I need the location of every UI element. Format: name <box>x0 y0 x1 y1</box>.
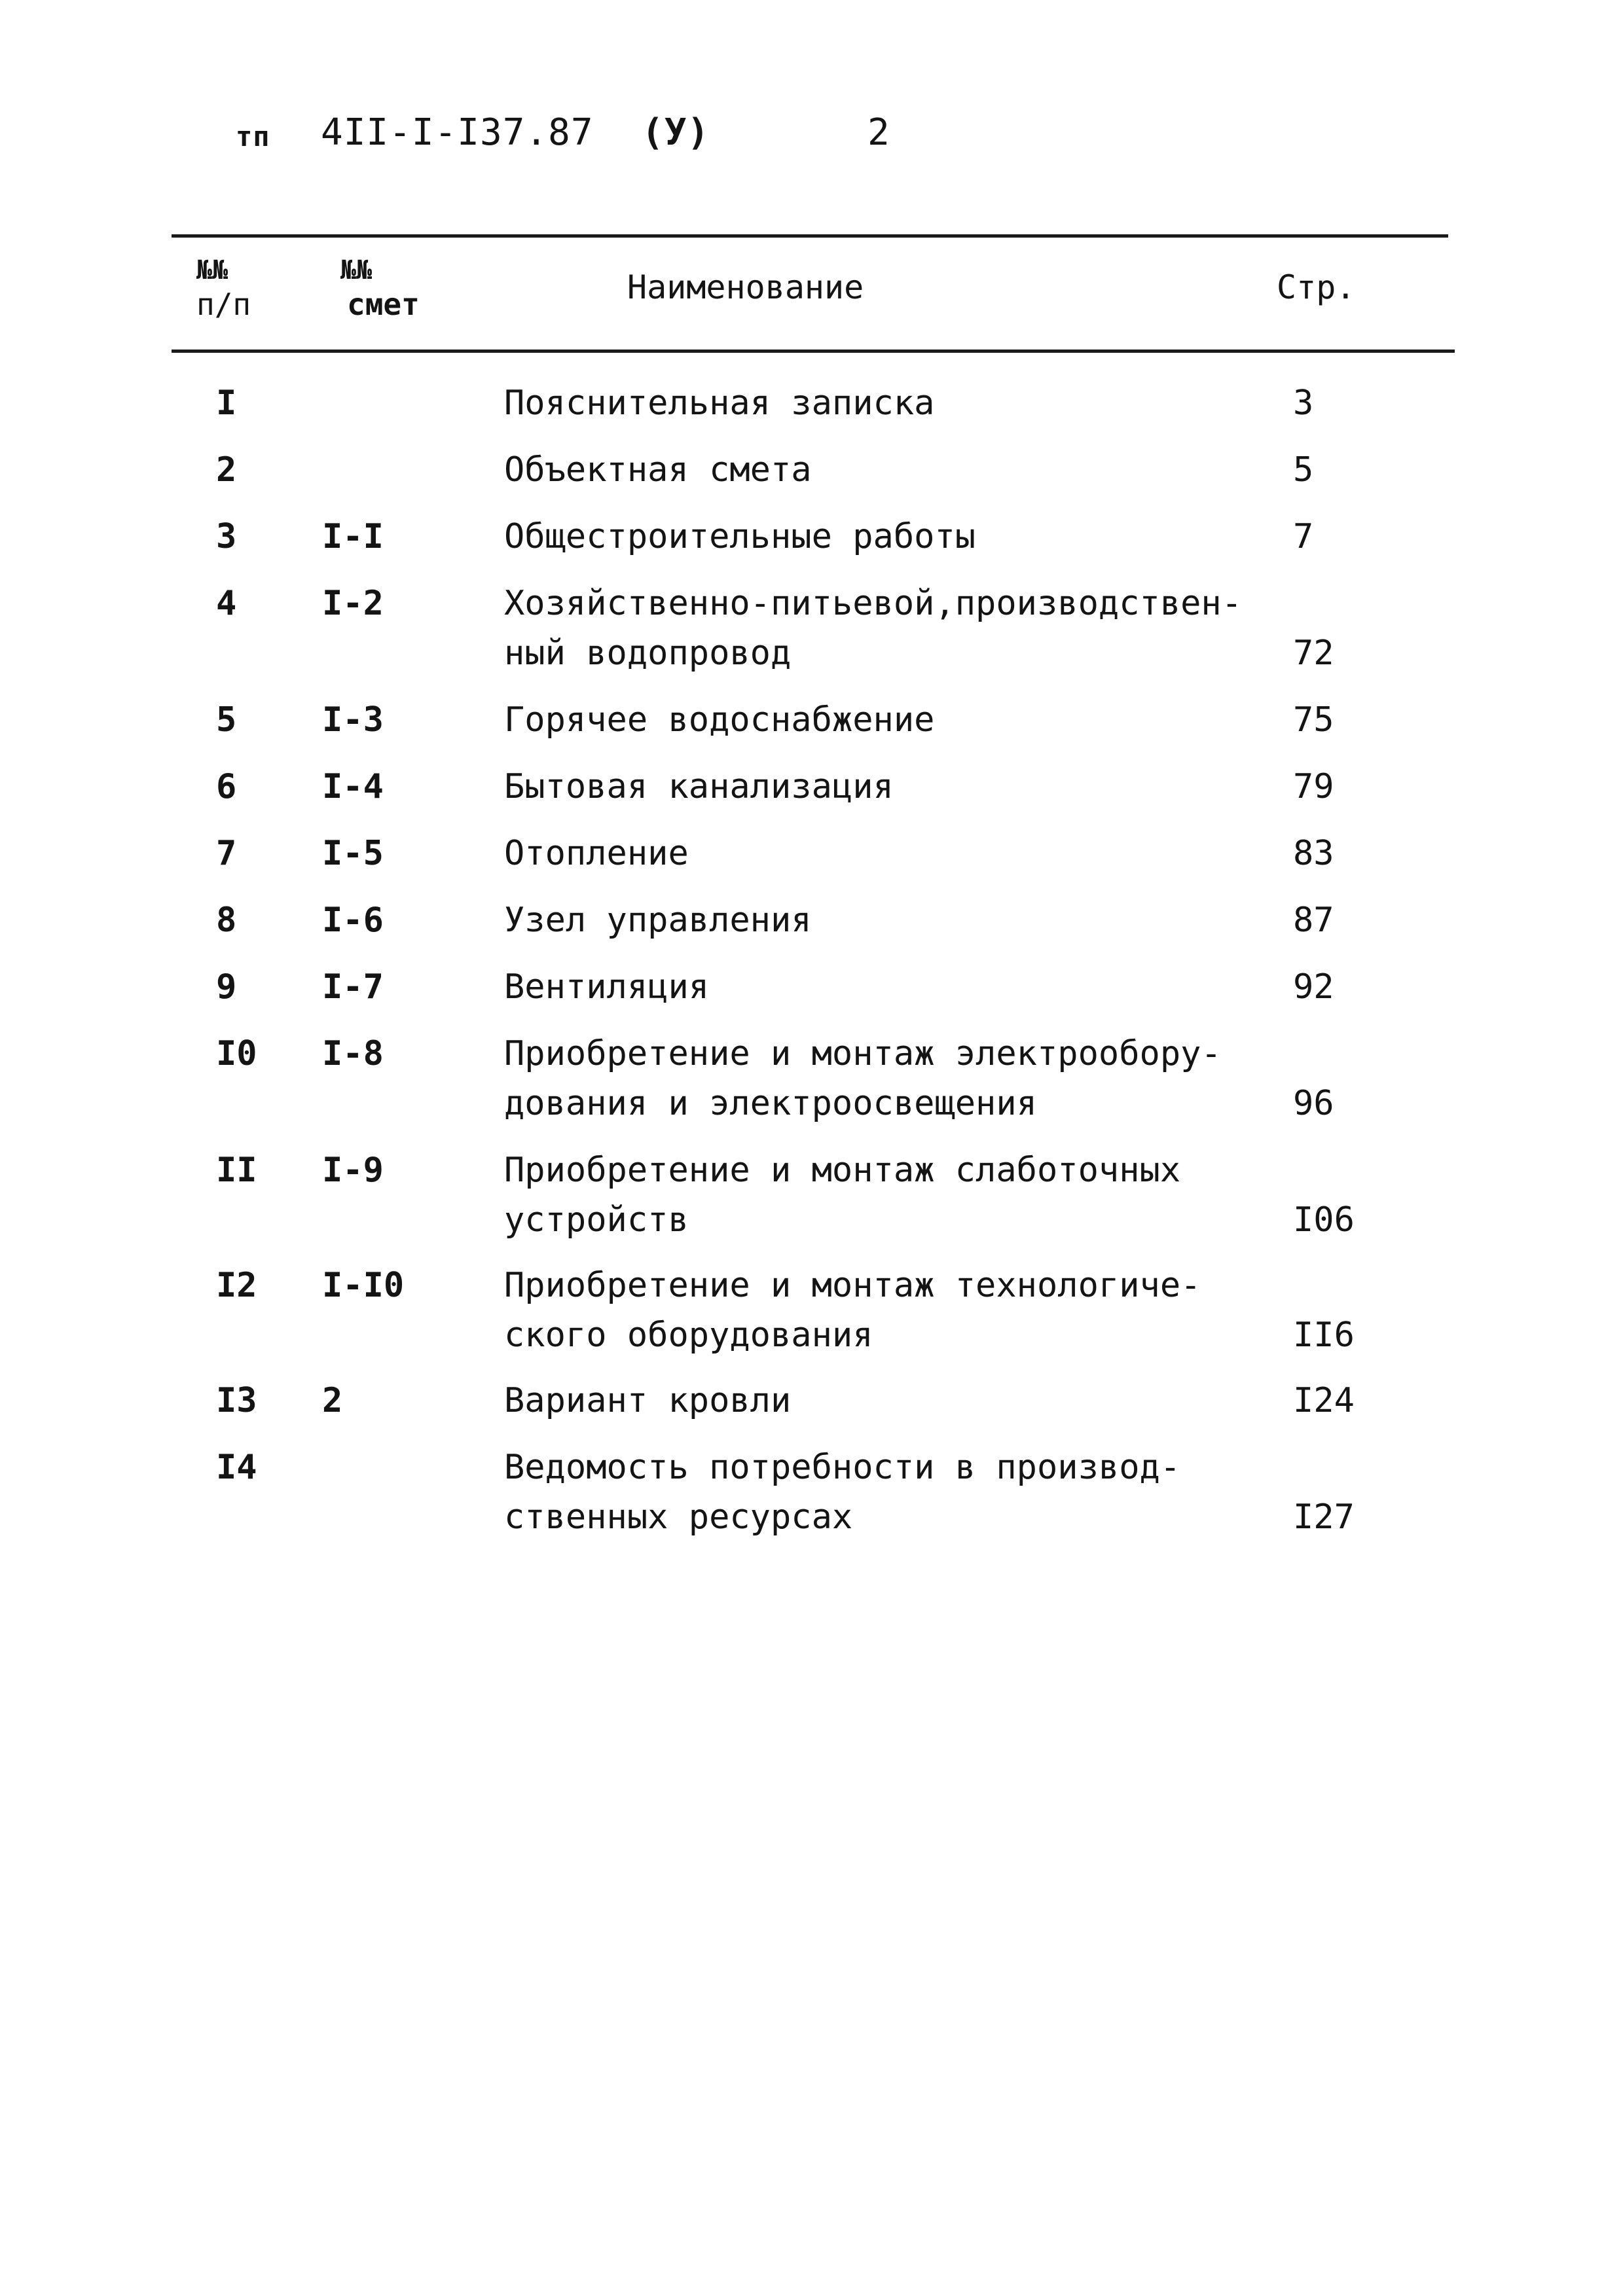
row-number: I4 <box>216 1448 257 1487</box>
row-number: 5 <box>216 700 237 740</box>
row-page: 79 <box>1293 767 1334 806</box>
row-page: 72 <box>1293 634 1334 673</box>
row-number: 7 <box>216 834 237 873</box>
row-estimate: 2 <box>322 1381 343 1420</box>
row-estimate: I-8 <box>322 1034 384 1073</box>
row-name: Узел управления <box>504 901 812 940</box>
row-estimate: I-6 <box>322 901 384 940</box>
row-page: 75 <box>1293 700 1334 740</box>
row-estimate: I-2 <box>322 584 384 623</box>
document-code: 4II-I-I37.87 <box>321 111 594 154</box>
row-number: 2 <box>216 450 237 490</box>
row-page: 3 <box>1293 384 1314 423</box>
page-number: 2 <box>867 111 890 154</box>
row-number: I2 <box>216 1266 257 1305</box>
row-name: Приобретение и монтаж электрообору-дования и электроосвещения <box>504 1034 1222 1123</box>
column-number-label: п/п <box>196 287 251 322</box>
row-name: Ведомость потребности в производ-ственных ресурсах <box>504 1448 1181 1537</box>
row-name: Вентиляция <box>504 967 710 1007</box>
column-name-header: Наименование <box>627 268 864 306</box>
row-name: Общестроительные работы <box>504 517 976 556</box>
row-number: I <box>216 384 237 423</box>
row-page: 83 <box>1293 834 1334 873</box>
row-number: 3 <box>216 517 237 556</box>
row-name: Вариант кровли <box>504 1381 792 1420</box>
row-estimate: I-4 <box>322 767 384 806</box>
document-variant: (У) <box>642 111 710 154</box>
row-page: 7 <box>1293 517 1314 556</box>
row-page: 87 <box>1293 901 1334 940</box>
column-page-header: Стр. <box>1277 268 1356 306</box>
table-header-rule <box>172 350 1455 353</box>
column-estimate-symbol: №№ <box>340 255 373 285</box>
column-number-symbol: №№ <box>196 255 228 285</box>
row-number: I3 <box>216 1381 257 1420</box>
row-name: Хозяйственно-питьевой,производствен-ный водопровод <box>504 584 1243 673</box>
row-number: II <box>216 1151 257 1190</box>
row-page: II6 <box>1293 1316 1355 1355</box>
row-name: Отопление <box>504 834 689 873</box>
row-number: 4 <box>216 584 237 623</box>
row-page: I06 <box>1293 1200 1355 1240</box>
row-page: 5 <box>1293 450 1314 490</box>
row-number: 9 <box>216 967 237 1007</box>
header-prefix: тп <box>236 120 270 152</box>
row-estimate: I-I0 <box>322 1266 405 1305</box>
row-estimate: I-9 <box>322 1151 384 1190</box>
row-page: I27 <box>1293 1498 1355 1537</box>
row-name: Пояснительная записка <box>504 384 935 423</box>
row-page: 92 <box>1293 967 1334 1007</box>
row-estimate: I-5 <box>322 834 384 873</box>
row-name: Объектная смета <box>504 450 812 490</box>
row-number: I0 <box>216 1034 257 1073</box>
row-name: Бытовая канализация <box>504 767 894 806</box>
row-estimate: I-I <box>322 517 384 556</box>
row-estimate: I-3 <box>322 700 384 740</box>
row-page: I24 <box>1293 1381 1355 1420</box>
row-number: 6 <box>216 767 237 806</box>
column-estimate-label: смет <box>347 287 420 322</box>
row-name: Приобретение и монтаж слаботочных устройств <box>504 1151 1181 1240</box>
row-estimate: I-7 <box>322 967 384 1007</box>
row-name: Приобретение и монтаж технологиче-ского оборудования <box>504 1266 1201 1355</box>
row-number: 8 <box>216 901 237 940</box>
row-page: 96 <box>1293 1084 1334 1123</box>
table-top-rule <box>172 234 1448 238</box>
row-name: Горячее водоснабжение <box>504 700 935 740</box>
